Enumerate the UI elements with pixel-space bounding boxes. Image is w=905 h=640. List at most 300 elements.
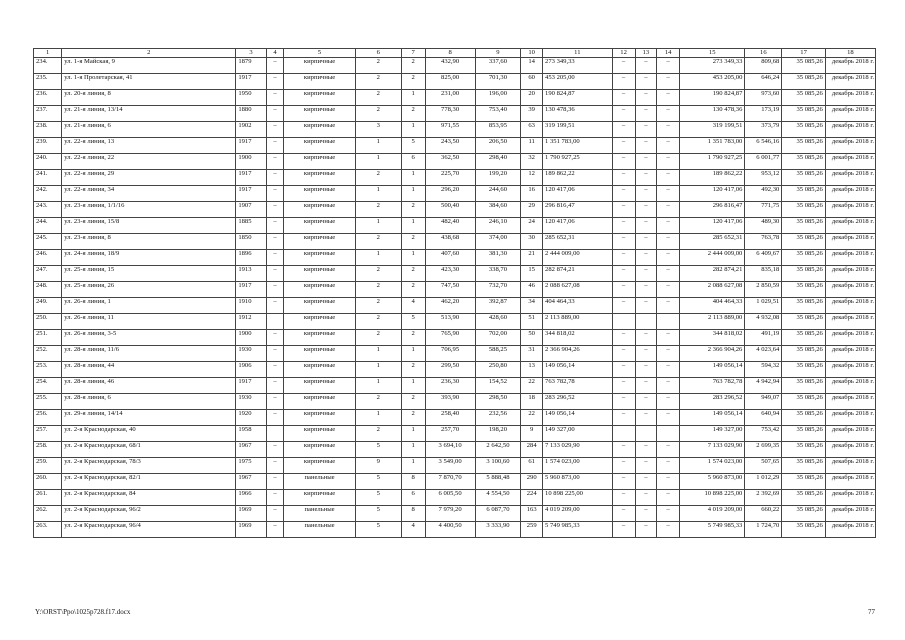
table-cell: 30 [521,234,543,250]
table-cell: 235. [34,74,62,90]
column-header: 3 [236,49,266,58]
table-cell: – [657,506,680,522]
table-cell: 296 816,47 [680,202,745,218]
table-cell: – [612,250,635,266]
table-cell: 338,70 [475,266,521,282]
table-cell: декабрь 2018 г. [825,266,875,282]
table-cell: декабрь 2018 г. [825,234,875,250]
table-cell: 163 [521,506,543,522]
table-cell: 35 085,26 [782,490,826,506]
table-cell: – [635,90,657,106]
table-row [34,266,876,282]
table-cell: 660,22 [745,506,782,522]
table-cell: 253. [34,362,62,378]
table-cell: 239. [34,138,62,154]
table-cell: декабрь 2018 г. [825,90,875,106]
table-cell: – [635,506,657,522]
table-cell: – [635,250,657,266]
table-cell: ул. 28-я линия, 46 [62,378,236,394]
table-cell: 35 085,26 [782,506,826,522]
table-cell: ул. 2-я Краснодарская, 84 [62,490,236,506]
table-cell: – [612,410,635,426]
table-row [34,346,876,362]
table-cell: 149 056,14 [543,410,613,426]
column-header: 7 [401,49,425,58]
table-cell: кирпичные [284,138,356,154]
table-cell: 1 574 023,00 [543,458,613,474]
table-cell: ул. 24-я линия, 18/9 [62,250,236,266]
table-cell: 22 [521,378,543,394]
table-cell: кирпичные [284,346,356,362]
table-cell: 1917 [236,282,266,298]
table-row [34,90,876,106]
table-cell: 491,19 [745,330,782,346]
table-cell: – [635,106,657,122]
table-cell: – [635,74,657,90]
table-cell: 32 [521,154,543,170]
table-cell: 1917 [236,378,266,394]
table-cell: 273 349,33 [543,58,613,74]
table-cell: – [612,378,635,394]
table-cell: 1 790 927,25 [543,154,613,170]
table-cell: – [612,58,635,74]
table-cell: 35 085,26 [782,154,826,170]
table-cell: 35 085,26 [782,346,826,362]
table-cell: – [657,74,680,90]
table-cell: – [657,298,680,314]
table-cell: ул. 26-я линия, 3-5 [62,330,236,346]
table-cell: 35 085,26 [782,58,826,74]
table-cell: декабрь 2018 г. [825,122,875,138]
table-cell: 384,60 [475,202,521,218]
table-cell: 1 790 927,25 [680,154,745,170]
table-cell: панельные [284,474,356,490]
table-cell: 1 [355,218,401,234]
table-cell: 588,25 [475,346,521,362]
table-cell: декабрь 2018 г. [825,282,875,298]
table-cell: 1 [355,250,401,266]
table-cell: 261. [34,490,62,506]
table-cell: 3 694,10 [425,442,475,458]
table-cell: 5 749 985,33 [543,522,613,538]
table-cell: 407,60 [425,250,475,266]
table-cell: 247. [34,266,62,282]
table-cell: 282 874,21 [680,266,745,282]
table-cell: – [266,490,283,506]
table-cell: 130 478,36 [680,106,745,122]
table-cell: 22 [521,410,543,426]
table-cell: – [266,90,283,106]
table-cell: 1 351 783,00 [543,138,613,154]
table-cell: 255. [34,394,62,410]
table-cell: 120 417,06 [680,218,745,234]
table-cell: 2 [401,394,425,410]
table-cell: 258,40 [425,410,475,426]
table-cell: 949,07 [745,394,782,410]
table-cell: 206,50 [475,138,521,154]
table-cell: 237. [34,106,62,122]
table-cell: 2 [401,106,425,122]
table-cell: – [266,218,283,234]
table-cell: – [612,362,635,378]
table-cell: 8 [401,474,425,490]
table-cell: 2 [401,58,425,74]
table-cell: 2 [401,362,425,378]
table-row [34,282,876,298]
table-cell: – [635,474,657,490]
table-cell: 10 898 225,00 [543,490,613,506]
table-row [34,490,876,506]
table-cell: 35 085,26 [782,218,826,234]
table-cell: 6 087,70 [475,506,521,522]
table-cell: 753,42 [745,426,782,442]
table-cell: – [612,106,635,122]
table-cell: 3 333,90 [475,522,521,538]
table-cell: 260. [34,474,62,490]
table-cell: 4 942,94 [745,378,782,394]
table-cell: ул. 23-я линия, 1/1/16 [62,202,236,218]
table-cell: 244. [34,218,62,234]
table-cell: 282 874,21 [543,266,613,282]
table-cell: 31 [521,346,543,362]
table-cell: 344 818,02 [680,330,745,346]
table-cell: – [635,298,657,314]
table-cell: 35 085,26 [782,362,826,378]
table-cell: 35 085,26 [782,394,826,410]
table-cell: – [657,522,680,538]
column-header: 4 [266,49,283,58]
table-cell: 825,00 [425,74,475,90]
table-cell [635,314,657,330]
table-cell: кирпичные [284,122,356,138]
table-cell: 63 [521,122,543,138]
table-cell: 5 960 873,00 [680,474,745,490]
table-row [34,106,876,122]
table-cell: 853,95 [475,122,521,138]
table-cell: – [266,346,283,362]
table-cell: 1917 [236,74,266,90]
table-cell: 1 [401,218,425,234]
table-cell: кирпичные [284,330,356,346]
table-cell: – [612,186,635,202]
table-cell: 513,90 [425,314,475,330]
table-cell: ул. 22-я линия, 29 [62,170,236,186]
table-cell: кирпичные [284,90,356,106]
table-cell: 319 199,51 [680,122,745,138]
table-cell: 763 782,78 [543,378,613,394]
table-cell: 374,00 [475,234,521,250]
table-cell: декабрь 2018 г. [825,186,875,202]
table-cell: 319 199,51 [543,122,613,138]
table-cell: – [612,394,635,410]
table-cell: 1967 [236,442,266,458]
table-cell: ул. 2-я Краснодарская, 96/2 [62,506,236,522]
table-cell: декабрь 2018 г. [825,138,875,154]
table-cell: – [612,298,635,314]
table-cell: – [612,506,635,522]
table-cell: ул. 25-я линия, 26 [62,282,236,298]
table-cell: – [657,490,680,506]
table-cell: – [266,250,283,266]
table-cell [657,426,680,442]
table-cell: – [635,58,657,74]
table-cell: 245. [34,234,62,250]
table-cell: – [635,442,657,458]
table-cell: 2 850,59 [745,282,782,298]
table-cell: 231,00 [425,90,475,106]
table-cell: ул. 1-я Майская, 9 [62,58,236,74]
table-cell: 35 085,26 [782,474,826,490]
table-cell: 1 [355,410,401,426]
table-cell: 5 [355,506,401,522]
table-cell: – [612,490,635,506]
table-row [34,74,876,90]
table-row [34,218,876,234]
table-cell: декабрь 2018 г. [825,58,875,74]
table-cell: 2 [401,282,425,298]
table-cell: 428,60 [475,314,521,330]
table-cell: 15 [521,266,543,282]
column-header: 2 [62,49,236,58]
table-cell: 809,68 [745,58,782,74]
table-cell: 16 [521,186,543,202]
table-cell: – [657,234,680,250]
table-cell: 2 444 009,00 [680,250,745,266]
table-cell: 1930 [236,394,266,410]
table-cell: 240. [34,154,62,170]
table-cell: – [657,474,680,490]
table-cell: – [612,138,635,154]
table-cell: кирпичные [284,490,356,506]
column-header: 1 [34,49,62,58]
table-cell: 35 085,26 [782,106,826,122]
table-cell: декабрь 2018 г. [825,218,875,234]
table-cell: декабрь 2018 г. [825,202,875,218]
table-cell: 199,20 [475,170,521,186]
table-cell: 35 085,26 [782,202,826,218]
table-cell: 296,20 [425,186,475,202]
table-cell: 35 085,26 [782,378,826,394]
table-cell: 453 205,00 [680,74,745,90]
table-cell: 1 [401,122,425,138]
table-cell: 1 [401,186,425,202]
table-cell: 257. [34,426,62,442]
table-cell: ул. 2-я Краснодарская, 40 [62,426,236,442]
table-cell: 1910 [236,298,266,314]
table-cell: 6 005,50 [425,490,475,506]
table-cell: 500,40 [425,202,475,218]
table-cell: кирпичные [284,442,356,458]
table-row [34,458,876,474]
table-cell: – [266,522,283,538]
table-cell: кирпичные [284,106,356,122]
table-cell: 6 [401,490,425,506]
table-cell: кирпичные [284,74,356,90]
table-cell: 149 327,00 [543,426,613,442]
table-cell: 1 [355,138,401,154]
table-cell: – [266,106,283,122]
table-cell: – [657,90,680,106]
table-cell: ул. 2-я Краснодарская, 78/3 [62,458,236,474]
table-cell: – [657,202,680,218]
table-cell: 492,30 [745,186,782,202]
table-cell: декабрь 2018 г. [825,378,875,394]
table-cell: 973,60 [745,90,782,106]
table-cell: кирпичные [284,266,356,282]
table-cell: 1967 [236,474,266,490]
table-cell [635,426,657,442]
table-cell: 34 [521,298,543,314]
table-cell: ул. 22-я линия, 22 [62,154,236,170]
table-cell: 393,90 [425,394,475,410]
table-cell: – [266,394,283,410]
table-cell: 259 [521,522,543,538]
table-cell: – [635,458,657,474]
table-cell: кирпичные [284,250,356,266]
table-cell: 173,19 [745,106,782,122]
table-cell: 2 088 627,08 [543,282,613,298]
table-cell: 2 [355,314,401,330]
table-cell: – [657,250,680,266]
table-cell: – [657,362,680,378]
table-row [34,250,876,266]
table-cell: ул. 26-я линия, 11 [62,314,236,330]
table-cell: – [612,74,635,90]
table-cell: 732,70 [475,282,521,298]
table-cell: 432,90 [425,58,475,74]
table-row [34,394,876,410]
table-cell: 646,24 [745,74,782,90]
table-cell: – [266,362,283,378]
table-cell: – [635,490,657,506]
table-cell: 299,50 [425,362,475,378]
table-cell: ул. 25-я линия, 15 [62,266,236,282]
table-cell: 1 351 783,00 [680,138,745,154]
table-cell: 283 296,52 [543,394,613,410]
table-cell: 263. [34,522,62,538]
table-cell: – [635,266,657,282]
table-cell: декабрь 2018 г. [825,314,875,330]
table-cell: ул. 23-я линия, 15/8 [62,218,236,234]
table-cell: 344 818,02 [543,330,613,346]
table-cell: 1896 [236,250,266,266]
table-cell [612,426,635,442]
table-cell: 1917 [236,186,266,202]
table-cell: ул. 2-я Краснодарская, 68/1 [62,442,236,458]
table-cell: 35 085,26 [782,74,826,90]
table-cell: 35 085,26 [782,522,826,538]
table-cell: 2 [401,410,425,426]
table-cell: декабрь 2018 г. [825,474,875,490]
table-cell: 489,30 [745,218,782,234]
table-cell: 4 554,50 [475,490,521,506]
table-cell: 35 085,26 [782,186,826,202]
table-cell: – [657,154,680,170]
table-cell: кирпичные [284,170,356,186]
table-cell: 2 444 009,00 [543,250,613,266]
table-cell: 1930 [236,346,266,362]
table-cell: 1 [355,346,401,362]
table-cell: 4 023,64 [745,346,782,362]
table-cell: 249. [34,298,62,314]
table-cell: 149 056,14 [680,362,745,378]
table-cell: – [266,506,283,522]
table-cell: – [266,410,283,426]
table-cell: 1 724,70 [745,522,782,538]
table-cell: 3 [355,122,401,138]
table-row [34,426,876,442]
table-cell: 2 [355,330,401,346]
table-cell: 14 [521,58,543,74]
table-cell: – [612,346,635,362]
table-cell: 1885 [236,218,266,234]
table-cell: ул. 21-я линия, 13/14 [62,106,236,122]
table-cell: ул. 22-я линия, 34 [62,186,236,202]
table-cell: кирпичные [284,202,356,218]
table-cell: 1917 [236,170,266,186]
table-cell: – [635,362,657,378]
table-cell: панельные [284,522,356,538]
table-cell: ул. 2-я Краснодарская, 96/4 [62,522,236,538]
table-cell: 1 029,51 [745,298,782,314]
table-cell: 284 [521,442,543,458]
table-row [34,202,876,218]
table-cell: 248. [34,282,62,298]
table-cell: ул. 2-я Краснодарская, 82/1 [62,474,236,490]
table-cell: 5 [355,522,401,538]
table-row [34,138,876,154]
table-row [34,58,876,74]
table-cell: – [266,458,283,474]
table-cell: 702,00 [475,330,521,346]
table-cell: – [612,282,635,298]
table-cell: 13 [521,362,543,378]
table-cell: – [635,330,657,346]
table-cell: 1907 [236,202,266,218]
table-cell: ул. 28-я линия, 44 [62,362,236,378]
table-cell: декабрь 2018 г. [825,170,875,186]
table-cell: 258. [34,442,62,458]
table-row [34,170,876,186]
table-cell: – [266,122,283,138]
table-cell: кирпичные [284,282,356,298]
table-cell: 251. [34,330,62,346]
document-path: Y:\ORST\Ppo\1025p728.f17.docx [35,608,131,616]
table-cell: 2 366 904,26 [680,346,745,362]
table-row [34,122,876,138]
table-cell: 246. [34,250,62,266]
table-cell: – [612,122,635,138]
table-row [34,378,876,394]
table-cell: 1 [401,250,425,266]
table-cell: 1 [355,186,401,202]
table-cell: 2 [355,90,401,106]
table-cell: – [657,122,680,138]
table-cell: 2 [401,74,425,90]
table-cell: 1 [355,378,401,394]
column-header: 5 [284,49,356,58]
table-cell: 3 549,00 [425,458,475,474]
table-cell: 262. [34,506,62,522]
table-cell: 1 [401,90,425,106]
column-header: 15 [680,49,745,58]
table-cell: – [266,474,283,490]
table-cell: 4 932,08 [745,314,782,330]
table-cell: 765,90 [425,330,475,346]
column-header: 11 [543,49,613,58]
table-cell: 1 [401,442,425,458]
table-cell: 5 749 985,33 [680,522,745,538]
